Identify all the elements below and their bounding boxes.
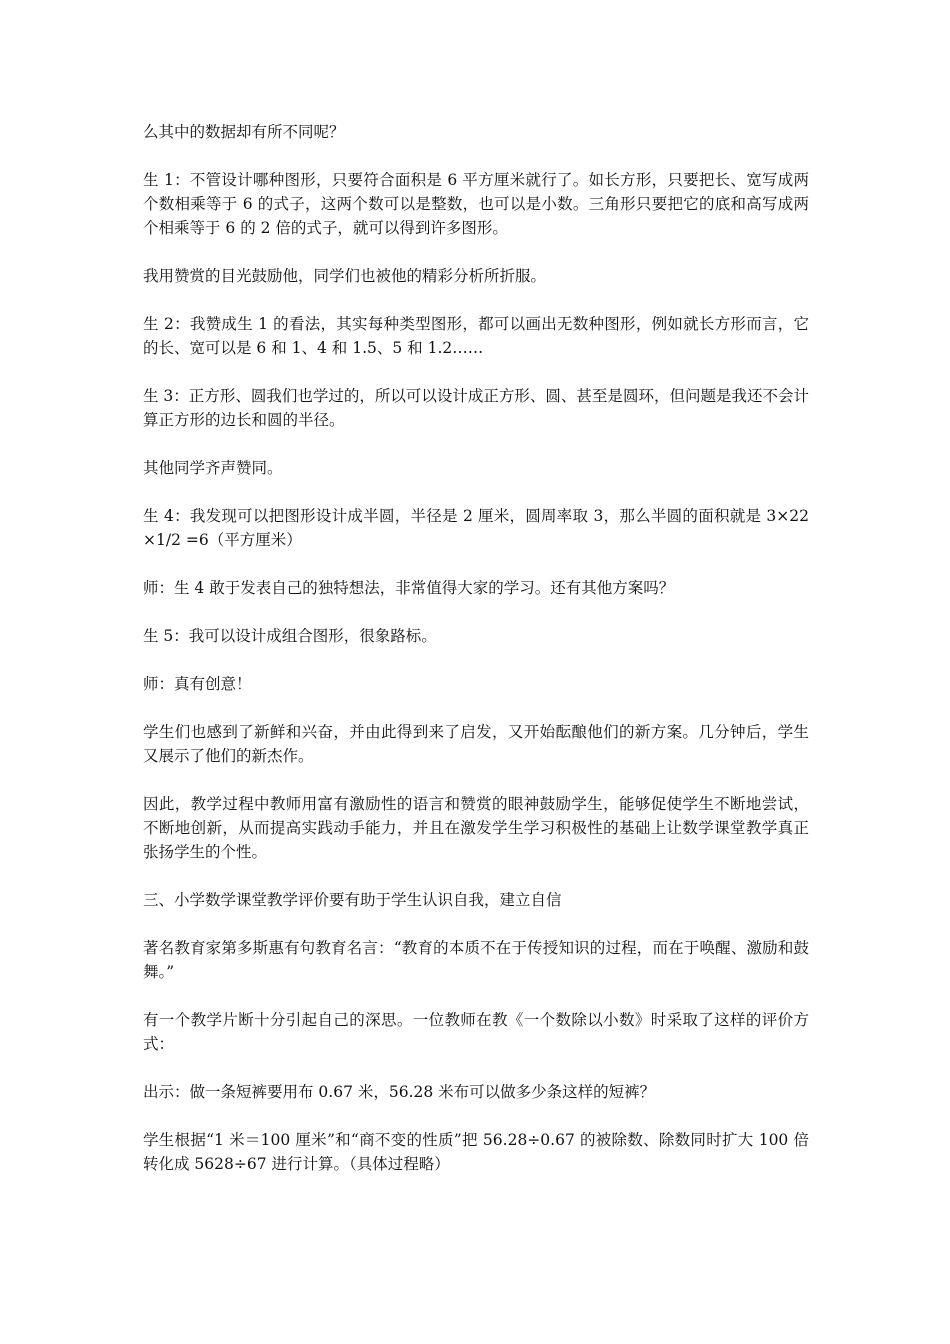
paragraph-teacher-praise: 我用赞赏的目光鼓励他，同学们也被他的精彩分析所折服。 — [143, 267, 547, 285]
paragraph-calculation: 学生根据“1 米＝100 厘米”和“商不变的性质”把 56.28÷0.67 的被除数、除数同时扩大 100 倍转化成 5628÷67 进行计算。（具体过程略） — [143, 1131, 809, 1173]
paragraph-student-5: 生 5：我可以设计成组合图形，很象路标。 — [143, 627, 437, 645]
paragraph-student-2: 生 2：我赞成生 1 的看法，其实每种类型图形，都可以画出无数种图形，例如就长方形而言，它的长、宽可以是 6 和 1、4 和 1.5、5 和 1.2…… — [143, 315, 809, 357]
section-heading-3: 三、小学数学课堂教学评价要有助于学生认识自我，建立自信 — [143, 891, 562, 909]
paragraph-student-4: 生 4：我发现可以把图形设计成半圆，半径是 2 厘米，圆周率取 3，那么半圆的面积就是 3×22×1/2 =6（平方厘米） — [143, 507, 809, 549]
paragraph-teaching-case: 有一个教学片断十分引起自己的深思。一位教师在教《一个数除以小数》时采取了这样的评价方式： — [143, 1011, 809, 1053]
document-body — [143, 120, 809, 1200]
paragraph-quote: 著名教育家第多斯惠有句教育名言：“教育的本质不在于传授知识的过程，而在于唤醒、激励和鼓舞。” — [143, 939, 809, 981]
paragraph-conclusion: 因此，教学过程中教师用富有激励性的语言和赞赏的眼神鼓励学生，能够促使学生不断地尝试，不断地创新，从而提高实践动手能力，并且在激发学生学习积极性的基础上让数学课堂教学真正张扬学生的个性。 — [143, 795, 809, 861]
paragraph-class-agrees: 其他同学齐声赞同。 — [143, 459, 283, 477]
paragraph-student-3: 生 3：正方形、圆我们也学过的，所以可以设计成正方形、圆、甚至是圆环，但问题是我还不会计算正方形的边长和圆的半径。 — [143, 387, 809, 429]
paragraph-teacher-creative: 师：真有创意！ — [143, 675, 252, 693]
paragraph-students-inspired: 学生们也感到了新鲜和兴奋，并由此得到来了启发，又开始酝酿他们的新方案。几分钟后，学生又展示了他们的新杰作。 — [143, 723, 809, 765]
paragraph-student-1: 生 1：不管设计哪种图形，只要符合面积是 6 平方厘米就行了。如长方形，只要把长、宽写成两个数相乘等于 6 的式子，这两个数可以是整数，也可以是小数。三角形只要把它的底和高写成两个相乘等于 6 的 2 倍的式子，就可以得到许多图形。 — [143, 171, 809, 237]
paragraph-teacher-comment: 师：生 4 敢于发表自己的独特想法，非常值得大家的学习。还有其他方案吗？ — [143, 579, 675, 597]
paragraph-continuation: 么其中的数据却有所不同呢？ — [143, 123, 345, 141]
paragraph-problem: 出示：做一条短裤要用布 0.67 米，56.28 米布可以做多少条这样的短裤？ — [143, 1083, 656, 1101]
